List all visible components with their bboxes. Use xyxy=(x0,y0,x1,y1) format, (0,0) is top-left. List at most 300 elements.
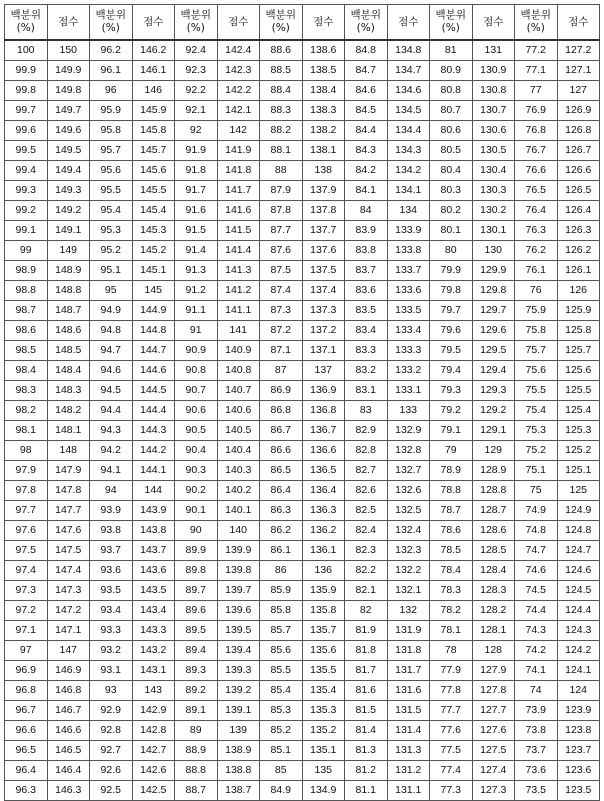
percentile-cell: 96.6 xyxy=(5,721,48,741)
score-cell: 147.2 xyxy=(47,601,90,621)
score-cell: 142.1 xyxy=(217,101,260,121)
percentile-cell: 79.2 xyxy=(430,401,473,421)
percentile-cell: 81.3 xyxy=(345,741,388,761)
percentile-cell: 89.1 xyxy=(175,701,218,721)
score-cell: 141.9 xyxy=(217,141,260,161)
score-cell: 137.6 xyxy=(302,241,345,261)
percentile-cell: 86.7 xyxy=(260,421,303,441)
score-cell: 148.5 xyxy=(47,341,90,361)
score-cell: 133.3 xyxy=(387,341,430,361)
percentile-cell: 82.6 xyxy=(345,481,388,501)
score-cell: 142.2 xyxy=(217,81,260,101)
percentile-cell: 81.8 xyxy=(345,641,388,661)
table-row xyxy=(5,781,600,801)
score-cell: 141.5 xyxy=(217,221,260,241)
percentile-cell: 85.3 xyxy=(260,701,303,721)
percentile-cell: 82.5 xyxy=(345,501,388,521)
score-cell: 131.1 xyxy=(387,781,430,801)
percentile-cell: 93.8 xyxy=(90,521,133,541)
percentile-cell: 96.5 xyxy=(5,741,48,761)
header-row xyxy=(5,5,600,41)
score-cell: 139.8 xyxy=(217,561,260,581)
table-row xyxy=(5,681,600,701)
percentile-cell: 94.4 xyxy=(90,401,133,421)
score-cell: 126.8 xyxy=(557,121,600,141)
percentile-cell: 94.5 xyxy=(90,381,133,401)
percentile-cell: 84 xyxy=(345,201,388,221)
percentile-cell: 83.5 xyxy=(345,301,388,321)
table-row xyxy=(5,401,600,421)
score-cell: 141.3 xyxy=(217,261,260,281)
score-cell: 146.6 xyxy=(47,721,90,741)
percentile-cell: 82.7 xyxy=(345,461,388,481)
score-cell: 124.5 xyxy=(557,581,600,601)
header-label: 점수 xyxy=(398,15,419,28)
percentile-cell: 91.9 xyxy=(175,141,218,161)
table-row xyxy=(5,381,600,401)
score-cell: 126.2 xyxy=(557,241,600,261)
table-row xyxy=(5,421,600,441)
score-cell: 130.2 xyxy=(472,201,515,221)
score-cell: 125.4 xyxy=(557,401,600,421)
percentile-cell: 81.5 xyxy=(345,701,388,721)
percentile-cell: 74.5 xyxy=(515,581,558,601)
score-cell: 132.6 xyxy=(387,481,430,501)
percentile-cell: 75.3 xyxy=(515,421,558,441)
percentile-cell: 98.5 xyxy=(5,341,48,361)
percentile-cell: 91.1 xyxy=(175,301,218,321)
percentile-cell: 86.4 xyxy=(260,481,303,501)
percentile-cell: 91.5 xyxy=(175,221,218,241)
percentile-cell: 85.9 xyxy=(260,581,303,601)
percentile-cell: 81 xyxy=(430,40,473,61)
score-column-header xyxy=(557,5,600,41)
percentile-cell: 90.9 xyxy=(175,341,218,361)
score-cell: 146.3 xyxy=(47,781,90,801)
score-cell: 131.9 xyxy=(387,621,430,641)
table-row xyxy=(5,641,600,661)
score-cell: 134.9 xyxy=(302,781,345,801)
percentile-cell: 77 xyxy=(515,81,558,101)
percentile-cell: 76.6 xyxy=(515,161,558,181)
score-cell: 137.5 xyxy=(302,261,345,281)
score-cell: 129.6 xyxy=(472,321,515,341)
percentile-cell: 90 xyxy=(175,521,218,541)
percentile-cell: 78.2 xyxy=(430,601,473,621)
score-cell: 145.4 xyxy=(132,201,175,221)
percentile-cell: 89 xyxy=(175,721,218,741)
percentile-cell: 95.8 xyxy=(90,121,133,141)
percentile-cell: 90.5 xyxy=(175,421,218,441)
percentile-cell: 77.6 xyxy=(430,721,473,741)
percentile-cell: 93.1 xyxy=(90,661,133,681)
score-cell: 145.9 xyxy=(132,101,175,121)
percentile-column-header xyxy=(515,5,558,41)
score-cell: 124.8 xyxy=(557,521,600,541)
table-row xyxy=(5,441,600,461)
table-row xyxy=(5,721,600,741)
score-cell: 148.4 xyxy=(47,361,90,381)
header-label: 점수 xyxy=(143,15,164,28)
percentile-cell: 81.6 xyxy=(345,681,388,701)
percentile-cell: 77.1 xyxy=(515,61,558,81)
percentile-cell: 97.7 xyxy=(5,501,48,521)
score-cell: 131.3 xyxy=(387,741,430,761)
percentile-cell: 86.6 xyxy=(260,441,303,461)
score-cell: 144.9 xyxy=(132,301,175,321)
percentile-cell: 97.3 xyxy=(5,581,48,601)
percentile-cell: 83.6 xyxy=(345,281,388,301)
percentile-cell: 88 xyxy=(260,161,303,181)
percentile-cell: 89.6 xyxy=(175,601,218,621)
percentile-cell: 84.9 xyxy=(260,781,303,801)
percentile-cell: 77.2 xyxy=(515,40,558,61)
score-cell: 139.6 xyxy=(217,601,260,621)
percentile-cell: 94 xyxy=(90,481,133,501)
percentile-cell: 89.8 xyxy=(175,561,218,581)
table-header xyxy=(5,5,600,41)
score-cell: 135.8 xyxy=(302,601,345,621)
header-unit: (%) xyxy=(356,22,375,34)
score-cell: 132.2 xyxy=(387,561,430,581)
percentile-cell: 88.1 xyxy=(260,141,303,161)
score-cell: 147.9 xyxy=(47,461,90,481)
score-cell: 142.5 xyxy=(132,781,175,801)
score-cell: 141.1 xyxy=(217,301,260,321)
percentile-cell: 93.7 xyxy=(90,541,133,561)
percentile-cell: 89.5 xyxy=(175,621,218,641)
percentile-cell: 97.4 xyxy=(5,561,48,581)
score-cell: 146 xyxy=(132,81,175,101)
score-cell: 144.8 xyxy=(132,321,175,341)
score-cell: 125.2 xyxy=(557,441,600,461)
percentile-cell: 94.8 xyxy=(90,321,133,341)
score-cell: 140.1 xyxy=(217,501,260,521)
percentile-cell: 81.2 xyxy=(345,761,388,781)
percentile-cell: 94.6 xyxy=(90,361,133,381)
score-cell: 142.3 xyxy=(217,61,260,81)
percentile-cell: 97.1 xyxy=(5,621,48,641)
score-cell: 138.5 xyxy=(302,61,345,81)
percentile-cell: 91 xyxy=(175,321,218,341)
score-cell: 131 xyxy=(472,40,515,61)
score-cell: 136.7 xyxy=(302,421,345,441)
percentile-cell: 93.3 xyxy=(90,621,133,641)
percentile-cell: 73.9 xyxy=(515,701,558,721)
score-cell: 128.2 xyxy=(472,601,515,621)
score-cell: 143.8 xyxy=(132,521,175,541)
score-cell: 131.6 xyxy=(387,681,430,701)
score-cell: 133.8 xyxy=(387,241,430,261)
percentile-column-header xyxy=(175,5,218,41)
percentile-cell: 80.9 xyxy=(430,61,473,81)
score-cell: 139.4 xyxy=(217,641,260,661)
percentile-cell: 96.7 xyxy=(5,701,48,721)
percentile-cell: 83.1 xyxy=(345,381,388,401)
percentile-cell: 98.7 xyxy=(5,301,48,321)
score-cell: 138 xyxy=(302,161,345,181)
score-cell: 138.2 xyxy=(302,121,345,141)
percentile-cell: 79.4 xyxy=(430,361,473,381)
score-cell: 146.5 xyxy=(47,741,90,761)
score-cell: 132.8 xyxy=(387,441,430,461)
percentile-cell: 74.3 xyxy=(515,621,558,641)
score-cell: 142 xyxy=(217,121,260,141)
percentile-cell: 96.2 xyxy=(90,40,133,61)
percentile-cell: 88.7 xyxy=(175,781,218,801)
percentile-cell: 83.9 xyxy=(345,221,388,241)
score-cell: 123.7 xyxy=(557,741,600,761)
score-cell: 129.7 xyxy=(472,301,515,321)
score-cell: 149.8 xyxy=(47,81,90,101)
score-cell: 125.8 xyxy=(557,321,600,341)
score-cell: 145.1 xyxy=(132,261,175,281)
score-cell: 126.6 xyxy=(557,161,600,181)
percentile-cell: 80.7 xyxy=(430,101,473,121)
percentile-cell: 73.6 xyxy=(515,761,558,781)
score-cell: 140.4 xyxy=(217,441,260,461)
percentile-cell: 85 xyxy=(260,761,303,781)
percentile-cell: 86.2 xyxy=(260,521,303,541)
percentile-cell: 81.9 xyxy=(345,621,388,641)
percentile-column-header xyxy=(5,5,48,41)
table-row xyxy=(5,161,600,181)
percentile-cell: 74.7 xyxy=(515,541,558,561)
header-label: 점수 xyxy=(313,15,334,28)
table-row xyxy=(5,301,600,321)
percentile-cell: 93.6 xyxy=(90,561,133,581)
percentile-cell: 77.5 xyxy=(430,741,473,761)
score-cell: 129.8 xyxy=(472,281,515,301)
score-cell: 142.6 xyxy=(132,761,175,781)
score-cell: 146.9 xyxy=(47,661,90,681)
score-cell: 145.7 xyxy=(132,141,175,161)
percentile-cell: 78.7 xyxy=(430,501,473,521)
percentile-cell: 77.9 xyxy=(430,661,473,681)
score-cell: 128 xyxy=(472,641,515,661)
score-cell: 141.6 xyxy=(217,201,260,221)
score-cell: 127.7 xyxy=(472,701,515,721)
percentile-cell: 88.3 xyxy=(260,101,303,121)
score-cell: 137.3 xyxy=(302,301,345,321)
percentile-cell: 82.1 xyxy=(345,581,388,601)
score-cell: 139.2 xyxy=(217,681,260,701)
table-row xyxy=(5,541,600,561)
percentile-cell: 97.5 xyxy=(5,541,48,561)
table-row xyxy=(5,701,600,721)
score-cell: 123.5 xyxy=(557,781,600,801)
table-row xyxy=(5,561,600,581)
score-cell: 138.1 xyxy=(302,141,345,161)
percentile-cell: 84.7 xyxy=(345,61,388,81)
score-cell: 135.1 xyxy=(302,741,345,761)
header-unit: (%) xyxy=(441,22,460,34)
percentile-cell: 82.8 xyxy=(345,441,388,461)
score-cell: 144.2 xyxy=(132,441,175,461)
score-cell: 140.3 xyxy=(217,461,260,481)
percentile-cell: 91.7 xyxy=(175,181,218,201)
header-label: 백분위 xyxy=(10,9,41,21)
percentile-cell: 92.5 xyxy=(90,781,133,801)
score-cell: 128.9 xyxy=(472,461,515,481)
percentile-cell: 76 xyxy=(515,281,558,301)
score-cell: 131.2 xyxy=(387,761,430,781)
percentile-cell: 92.6 xyxy=(90,761,133,781)
percentile-cell: 76.8 xyxy=(515,121,558,141)
score-cell: 146.4 xyxy=(47,761,90,781)
score-cell: 133 xyxy=(387,401,430,421)
percentile-cell: 87.2 xyxy=(260,321,303,341)
score-cell: 145.3 xyxy=(132,221,175,241)
score-cell: 134.7 xyxy=(387,61,430,81)
score-cell: 136.9 xyxy=(302,381,345,401)
score-cell: 123.6 xyxy=(557,761,600,781)
score-cell: 136.2 xyxy=(302,521,345,541)
percentile-cell: 87.5 xyxy=(260,261,303,281)
score-cell: 127.5 xyxy=(472,741,515,761)
percentile-cell: 74.4 xyxy=(515,601,558,621)
score-cell: 135.9 xyxy=(302,581,345,601)
score-cell: 124.1 xyxy=(557,661,600,681)
table-row xyxy=(5,261,600,281)
percentile-cell: 97.6 xyxy=(5,521,48,541)
percentile-cell: 79.3 xyxy=(430,381,473,401)
percentile-cell: 74 xyxy=(515,681,558,701)
table-row xyxy=(5,101,600,121)
percentile-cell: 96.1 xyxy=(90,61,133,81)
score-cell: 126.1 xyxy=(557,261,600,281)
percentile-cell: 83.3 xyxy=(345,341,388,361)
score-cell: 141.7 xyxy=(217,181,260,201)
table-row xyxy=(5,481,600,501)
percentile-cell: 99.6 xyxy=(5,121,48,141)
percentile-cell: 94.3 xyxy=(90,421,133,441)
score-cell: 127.4 xyxy=(472,761,515,781)
score-cell: 146.7 xyxy=(47,701,90,721)
score-cell: 147.4 xyxy=(47,561,90,581)
score-cell: 135.2 xyxy=(302,721,345,741)
percentile-cell: 92 xyxy=(175,121,218,141)
score-cell: 126.9 xyxy=(557,101,600,121)
percentile-column-header xyxy=(345,5,388,41)
percentile-cell: 87.3 xyxy=(260,301,303,321)
percentile-cell: 79.7 xyxy=(430,301,473,321)
percentile-cell: 90.6 xyxy=(175,401,218,421)
percentile-cell: 93.5 xyxy=(90,581,133,601)
percentile-cell: 99.5 xyxy=(5,141,48,161)
percentile-cell: 87.8 xyxy=(260,201,303,221)
score-column-header xyxy=(132,5,175,41)
score-cell: 134.1 xyxy=(387,181,430,201)
score-cell: 133.2 xyxy=(387,361,430,381)
score-cell: 132.3 xyxy=(387,541,430,561)
percentile-cell: 91.8 xyxy=(175,161,218,181)
percentile-cell: 82.3 xyxy=(345,541,388,561)
score-cell: 129 xyxy=(472,441,515,461)
score-cell: 129.5 xyxy=(472,341,515,361)
header-unit: (%) xyxy=(271,22,290,34)
score-cell: 135.4 xyxy=(302,681,345,701)
score-cell: 147.8 xyxy=(47,481,90,501)
table-row xyxy=(5,601,600,621)
percentile-cell: 86.5 xyxy=(260,461,303,481)
percentile-cell: 90.8 xyxy=(175,361,218,381)
score-cell: 145.8 xyxy=(132,121,175,141)
percentile-cell: 90.7 xyxy=(175,381,218,401)
percentile-cell: 81.1 xyxy=(345,781,388,801)
score-cell: 138.9 xyxy=(217,741,260,761)
percentile-cell: 96 xyxy=(90,81,133,101)
score-cell: 148.3 xyxy=(47,381,90,401)
percentile-cell: 95.1 xyxy=(90,261,133,281)
percentile-cell: 79 xyxy=(430,441,473,461)
percentile-cell: 90.3 xyxy=(175,461,218,481)
score-cell: 127.3 xyxy=(472,781,515,801)
score-cell: 132.9 xyxy=(387,421,430,441)
score-cell: 144.3 xyxy=(132,421,175,441)
score-cell: 129.1 xyxy=(472,421,515,441)
score-cell: 146.8 xyxy=(47,681,90,701)
percentile-cell: 73.8 xyxy=(515,721,558,741)
percentile-cell: 99.7 xyxy=(5,101,48,121)
score-cell: 133.6 xyxy=(387,281,430,301)
score-cell: 135.3 xyxy=(302,701,345,721)
score-cell: 144.1 xyxy=(132,461,175,481)
score-cell: 143 xyxy=(132,681,175,701)
score-cell: 143.9 xyxy=(132,501,175,521)
percentile-cell: 99.3 xyxy=(5,181,48,201)
score-cell: 135 xyxy=(302,761,345,781)
percentile-cell: 95.4 xyxy=(90,201,133,221)
header-label: 백분위 xyxy=(435,9,466,21)
percentile-cell: 95.6 xyxy=(90,161,133,181)
score-column-header xyxy=(47,5,90,41)
header-label: 점수 xyxy=(228,15,249,28)
percentile-column-header xyxy=(90,5,133,41)
score-cell: 143.1 xyxy=(132,661,175,681)
score-cell: 125 xyxy=(557,481,600,501)
score-cell: 140.8 xyxy=(217,361,260,381)
percentile-cell: 95.9 xyxy=(90,101,133,121)
percentile-cell: 85.6 xyxy=(260,641,303,661)
percentile-cell: 91.2 xyxy=(175,281,218,301)
score-cell: 132.4 xyxy=(387,521,430,541)
percentile-cell: 97.9 xyxy=(5,461,48,481)
percentile-cell: 88.6 xyxy=(260,40,303,61)
score-cell: 138.8 xyxy=(217,761,260,781)
table-row xyxy=(5,61,600,81)
score-cell: 143.4 xyxy=(132,601,175,621)
percentile-cell: 97.2 xyxy=(5,601,48,621)
percentile-cell: 75.7 xyxy=(515,341,558,361)
score-cell: 147 xyxy=(47,641,90,661)
score-cell: 147.6 xyxy=(47,521,90,541)
percentile-cell: 92.7 xyxy=(90,741,133,761)
score-cell: 148.2 xyxy=(47,401,90,421)
percentile-cell: 86.8 xyxy=(260,401,303,421)
score-cell: 145 xyxy=(132,281,175,301)
percentile-cell: 76.2 xyxy=(515,241,558,261)
score-cell: 140 xyxy=(217,521,260,541)
score-cell: 140.7 xyxy=(217,381,260,401)
percentile-cell: 83.2 xyxy=(345,361,388,381)
header-label: 백분위 xyxy=(95,9,126,21)
score-cell: 139.9 xyxy=(217,541,260,561)
percentile-cell: 87 xyxy=(260,361,303,381)
score-cell: 124.6 xyxy=(557,561,600,581)
score-cell: 129.3 xyxy=(472,381,515,401)
percentile-cell: 82.4 xyxy=(345,521,388,541)
